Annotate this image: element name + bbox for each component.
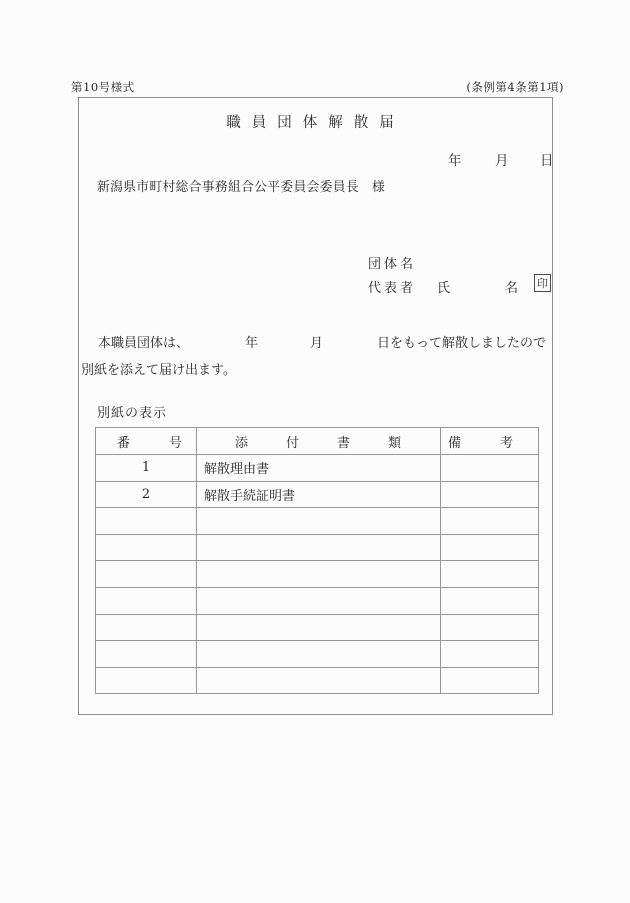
row-number: [96, 508, 197, 535]
body-year-label: 年: [245, 336, 259, 351]
row-note: [441, 561, 539, 588]
form-number: 第10号様式: [71, 80, 135, 94]
table-row: [96, 614, 539, 641]
table-row: [96, 508, 539, 535]
row-number: [96, 641, 197, 668]
row-number: [96, 667, 197, 694]
row-number: [96, 561, 197, 588]
row-document: [197, 667, 441, 694]
attachments-table: [95, 427, 539, 694]
representative-given-label: 名: [505, 281, 519, 296]
body-tail-text: 日をもって解散しましたので: [377, 336, 547, 351]
organization-name-label: 団体名: [368, 257, 417, 272]
regulation-reference: (条例第4条第1項): [466, 80, 564, 94]
table-row: [96, 534, 539, 561]
row-number: 1: [96, 455, 197, 482]
row-number: [96, 587, 197, 614]
table-row: [96, 481, 539, 508]
body-month-label: 月: [310, 336, 324, 351]
date-month-label: 月: [495, 153, 509, 169]
table-row: [96, 641, 539, 668]
row-document: [197, 641, 441, 668]
date-year-label: 年: [448, 153, 462, 169]
row-document: [197, 561, 441, 588]
column-header-documents: 添 付 書 類: [197, 428, 441, 455]
row-document: 解散理由書: [197, 455, 441, 482]
row-note: [441, 667, 539, 694]
body-paragraph-line1: [79, 332, 552, 350]
seal-mark: 印: [534, 274, 551, 292]
row-note: [441, 614, 539, 641]
addressee-line: 新潟県市町村総合事務組合公平委員会委員長 様: [97, 180, 386, 195]
row-number: 2: [96, 481, 197, 508]
row-document: [197, 587, 441, 614]
representative-surname-label: 氏: [437, 281, 451, 296]
row-note: [441, 508, 539, 535]
body-paragraph-line2: 別紙を添えて届け出ます。: [81, 363, 236, 378]
table-row: [96, 587, 539, 614]
table-row: [96, 455, 539, 482]
table-header-row: [96, 428, 539, 455]
row-document: [197, 534, 441, 561]
row-document: 解散手続証明書: [197, 481, 441, 508]
body-lead-text: 本職員団体は、: [98, 336, 190, 351]
form-title: 職員団体解散届: [226, 115, 405, 131]
column-header-number: 番 号: [96, 428, 197, 455]
table-row: [96, 561, 539, 588]
representative-label: 代表者: [368, 281, 417, 296]
row-note: [441, 534, 539, 561]
row-note: [441, 481, 539, 508]
row-note: [441, 455, 539, 482]
row-document: [197, 508, 441, 535]
table-row: [96, 667, 539, 694]
row-note: [441, 587, 539, 614]
form-border-box: [78, 97, 553, 715]
attachments-heading: 別紙の表示: [97, 406, 168, 421]
row-number: [96, 614, 197, 641]
row-number: [96, 534, 197, 561]
row-note: [441, 641, 539, 668]
row-document: [197, 614, 441, 641]
date-day-label: 日: [540, 153, 554, 169]
column-header-remarks: 備 考: [441, 428, 539, 455]
